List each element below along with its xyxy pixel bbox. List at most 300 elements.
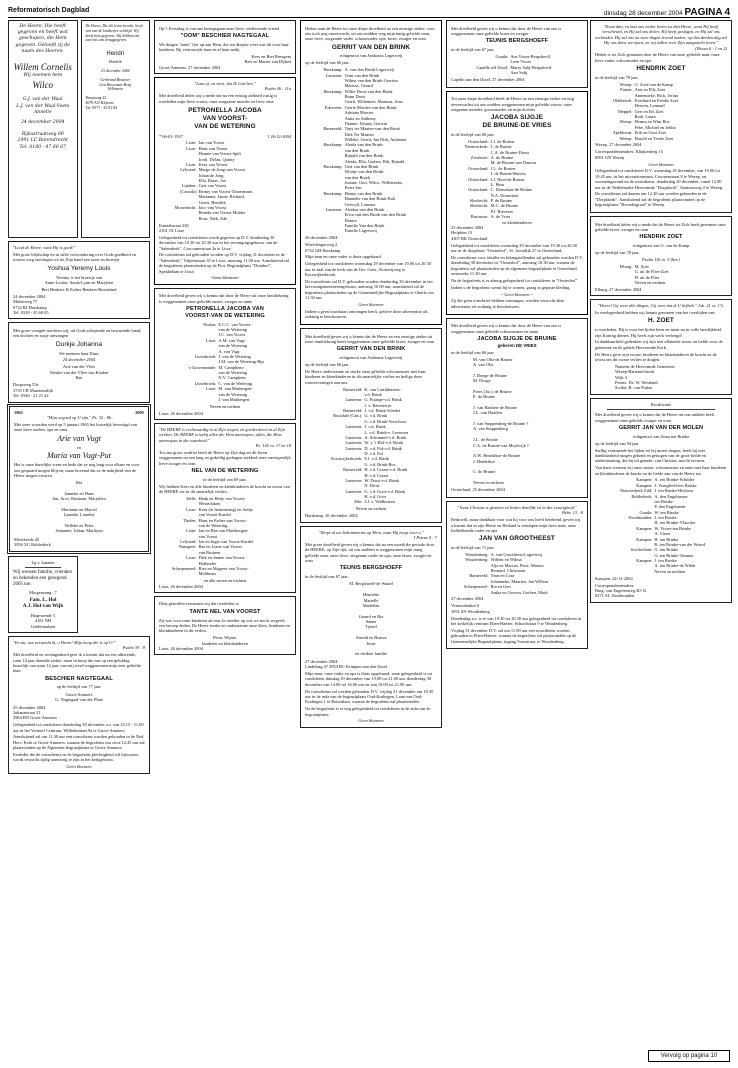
death-ad-nel [154,423,296,593]
family-place: Kampen: [636,482,653,488]
end-year: 2005 [135,409,144,415]
family-row [159,386,291,397]
family-place: Lunteren: [325,206,343,212]
age: in de leeftijd van 66 jaar. [451,132,495,138]
family-names: C. van de Wetering [218,380,253,386]
family-row [159,528,291,539]
ad-quote: "Komt dan, en laat ons weder keren tot den Heere, want Hij heeft verscheurd, en Hij zal ons helen; Hij heeft geslagen, en Hij zal ons verbinden. Hij zal ons na twee dagen levend maken; op den derden dag zal Hij ons doen verrijzen, en wij zullen voor Zijn aangezicht leven." [595,24,727,46]
family-place: Lunteren: [345,488,363,494]
family-names: E.C.C. van Voorst- van de Wetering [218,321,252,332]
page-label: PAGINA [684,7,723,18]
family-names: J. ten Brinke-Heybeur [654,488,694,494]
ad-text: Heden is tot Zich genomen door de Heere van onze geliefde man, onze lieve vader, schoonvader en opa [595,52,720,63]
family-row [451,187,583,198]
family-row [451,203,583,214]
ad-text: Indien u geen rouwkaart ontvangen heeft, gelieve deze advertentie als zodanig te beschouwen. [305,308,428,320]
family-place: Lunteren: [345,440,363,446]
family-names: Jan van Voorst [198,140,225,146]
family-names: J. ten Brinke A. ten Brinke-de Wilde [654,558,696,569]
ad-text: Eenieder die de rouwdienst en de begrafenis plechtigheid wil bijwonen, wordt verzocht tijdig aanwezig te zijn in het kerkgebouw. [13,752,139,763]
spouse-line: echtgenoot van G. van de Kamp [632,243,690,249]
ad-quote: "En nu, wat verwacht ik, o Heere! Mijn hoop die is op U!" [13,639,116,645]
deceased-name: JACOBA SIJGJE [490,114,544,122]
ad-heading: I.p.v. kaarten [31,559,55,565]
and-word: en [76,444,82,450]
place-date: Capelle aan den IJssel, 27 december 2004 [451,76,525,82]
quote-ref: Ps. 145 vs. 17 en 18 [255,443,291,449]
family-place: IJsselmuiden: [628,515,653,520]
family-row [305,456,437,467]
ad-text: De Heere ondersteune en sterke onze geliefde schoonzuster met haar kinderen en kleinkinderen in dit smartelijke verlies en heilige deze rouwervaringen aan ons. [305,368,426,385]
family-place: Lunteren: [345,434,363,440]
ad-text: Gelegenheid tot condoleren woensdag 29 december van 19.30 tot 20.30 uur in de dorpshuis "Oosterhof", St. Joostdijk 27 te Oosterland. [451,242,577,253]
family-names: W. ten Brinke [654,509,679,515]
family-names: Jaco van Voorst Brenda van Voorst-Mulder Boas, Niek, Ede [198,204,246,221]
family-place: Lelystad: [180,539,197,545]
place-date: Lisse, 26 december 2004 [159,410,203,416]
family-names: Gert van den Brink Woutje van den Brink- van den Broek Joanne, Gert, Wilco, Willemieke, Evert-Jan [344,163,403,191]
family-names: A.M. van Vugt- van de Wetering [218,337,247,349]
child-name: Hendri [106,51,125,58]
family-place: Tholen: [182,517,197,523]
birth-verse: De Heere, Die dit leven bracht, heeft ons van de kindertjes verblijd. Wij heeft hem gegeven, Wij hebben om aan ons ons teruggegeven. [85,24,143,43]
birth-date: 24 december 2004 [13,293,46,299]
family-names: J. van de Wetering J.M. van de Wetering-Rip [218,353,264,365]
ad-text: Met droefheid geven wij u kennis dat door de Heere van ons is weggenomen onze geliefde schoonzuster en tante [451,323,562,334]
family-place: Lisse: [186,506,197,512]
place-date: Oosterland, 25 december 2004 [451,487,505,492]
issue-date: dinsdag 28 december 2004 [603,10,683,17]
column-1 [8,20,150,777]
family-row [305,142,437,164]
no-flowers: ~ Geen bloemen ~ [500,291,534,297]
family-place: Lisse: [186,140,197,146]
family-names: J.J. v. Veldhuizen [364,499,395,505]
family-row [451,573,583,584]
family-names: P. den Engelsman [654,504,686,510]
family-row [159,167,291,183]
family-names: Jan en Bea van Marsbergen- van Voorst [198,528,249,539]
family-place: Barneveld: [323,126,343,132]
deceased-name: BESCHIER NAGTEGAAL [45,675,113,682]
death-ad-zoet-family [590,216,732,296]
address: Lindelaag 47 2953 BC Krimpen aan den IJssel [305,664,388,670]
family-place: Lisse: [186,145,197,151]
date: Wezep, 27 december 2004 [595,142,642,148]
no-flowers: Geen bloemen [358,718,384,724]
family-row [451,214,583,219]
family-place: Apeldoorn: [612,130,633,136]
no-flowers: -Geen bloemen- [210,275,240,281]
family-place: Harskamp: [323,163,343,169]
ad-text: Wij hebben Kees en alle kinderen en kleinkinderen de kracht en troost van de HEERE toe in dit smartelijk verlies. [159,483,290,495]
ad-text: Stellig vermaande het lijden tot hij moest dragen, heeft hij met dankbaarheid mogen gekend en getuigen van de grote liefde en ondersteuning, die hij uit genade, van Christus, mocht ervaren. [595,447,707,464]
ad-text: Tot ons groot verdriet heeft de Heere op Zijn dag uit dit leven weggenomen na een lang en geduldig gedragen ziekbed onze onvergetelijk lieve zwager en oom [159,450,291,466]
address: Correspondentieadres: Burg. van Engelenweg 40-12 8271 AL IJsselmuiden [595,582,647,599]
family-list [451,552,583,595]
divider [607,409,715,410]
death-ad-bergshoeff [300,526,442,728]
family-names: A. van Grootheest-Lagerweij [490,551,542,557]
family-names: Bas en Lonie van Voorst- van Bruinen [198,544,244,555]
family-names: M. Campbens- van de Wetering [218,364,247,375]
family-place: Tholen: [202,321,217,327]
masthead [8,6,730,18]
family-names: Aleida van den Brink- van den Brink Rijnald van den Brink Aleida, Ella, Gerben, Rik, Rijnald [344,142,405,164]
family-place: Nunspeet: [178,544,197,550]
family-row [595,494,727,505]
ad-text: Met droefheid delen wij u mede dat de Heere tot Zich heeft genomen onze geliefde broer, zwager en oom [595,221,726,232]
ad-text: Na de begrafenis is er nog gelegenheid tot condoleren in de aula van de begraafplaats. [305,706,431,717]
family-row [451,557,583,573]
family-place: Kampen: [636,525,653,531]
page-info [604,7,730,19]
family-names: W. Drost-v.d. Brink N. Drost [364,477,399,489]
family-names: Ria en Gert Anika en Gerwin, Gerben, Mark [490,584,548,595]
family-list [159,496,291,577]
family-names: A. ten Brinke-Schilder [654,477,695,483]
family: M. Bergshoeff-de Waard Henriëtte Martelle Madelein Gerard en Ria Sanne Tjeerd Arnold en Bianca Jesse en verdere familie [349,581,393,657]
family-row [595,119,727,130]
family-names: J. van Masbergen [218,396,250,402]
place-date: Elburg, 27 december 2004 [595,286,642,292]
family-name: A.J. Hol-van Wijk [22,603,64,610]
family-names: Gerrie Mortier-van den Brink Adriaan Morrier Anita en Anthony, Dianne, Johnny, Gerwin [344,104,397,126]
family-place: Woudenberg: [465,551,489,557]
column-3 [300,20,442,731]
no-flowers: Geen bloemen [358,301,384,307]
family-names: Teun van den Brink Wilma van den Brink-Gerritse Marissa, Gerard [344,72,398,89]
address: Moerkeeds 45 3956 XC Bolderkerk [14,536,51,548]
address: Rijksstraatweg 60 2991 LC Barendrecht Tel. 0180 - 47 60 67 [17,132,68,150]
deceased-name: HENDRIK ZOET [639,234,683,241]
ad-text: In verslagenheid hebben wij kennis genomen van het overlijden van [595,310,715,315]
spouse-line: echtgenoot van Anna ten Brinke [632,433,690,439]
family-names: J.L. de Bruine J. de Bruine-Buitvis [490,165,526,177]
family-names: A. Schimmel-v.d. Brink [364,434,407,440]
ad-text: In dankbaarheid gedenken wij zijn niet aflatende trouw en liefde voor de gemeente en de gehele Hervormde Kerk. [595,339,723,350]
family-place: Harskamp: [323,190,343,196]
address: Dorpsweg 55a 3735 CB Maartensdijk Tel. 0346 - 21 21 42 [13,382,54,399]
family-row [595,547,727,558]
ad-text: Zij die geen rouwbrief hebben ontvangen, worden verzocht deze advertentie als zodanig te beschouwen. [451,298,565,309]
address: Correspondentieadres: Klinkenberg 15 8091 GN Wezep [595,149,663,160]
ad-heading: Rectificatie [650,401,672,407]
family-place: (Cassola) [180,188,197,194]
date: 27 december 2004 [305,658,338,664]
ad-text: De rouwdienst zal daarna om 12.30 uur worden gehouden in de "Dorpskerk". Aansluitend zal de begrafenis plaatsvinden op de begraafplaats "Boverbegraaf" te Wezep. [595,191,707,208]
ad-text: Gelegenheid tot condoleren D.V. woensdag 29 december, van 19.00 tot 19.45 uur, in het uitvaartcentrum, Croonenstraat 8 te Wezep, en woensdagavond na de rouwdienst, donderdag 30 december, vanaf 12.00 uur in de Nederlandse Hervormde "Dorpskerk", Stationsweg 2 te Wezep. [595,168,724,190]
age: in de leeftijd van 67 jaar. [451,47,495,53]
death-ad-van-voorst-family [154,288,296,420]
family-names: D. v.d. Pol-v.d. Brink D. v.d. Pol [364,445,402,456]
spouse-line: echtgenoot van Anthonia Lagerweij [339,355,403,361]
family-names: F.J. v.d. Brink G. v.d. Brink-Bos [364,456,396,467]
deceased-name: HENDRIK ZOET [636,65,686,73]
family-list [305,387,437,505]
family-row [305,387,437,398]
wife-name: Maria van Vugt-Put [47,451,111,461]
family-names: G. v.d. Goor-v.d. Brink H. v.d. Goor [364,488,405,499]
place-date: Lisse, 26 december 2004 [159,583,203,589]
quote-ref: (Hosea 6 : 1 en 2) [695,45,727,51]
family-place: Barneveld: [343,386,363,392]
address: Vermeulenhof 6 3931 SN Woudenberg [451,603,490,614]
no-flowers: Geen bloemen [66,764,92,770]
family-row [159,397,291,402]
family-row [305,499,437,504]
ad-text: De rouwdienst zal D.V. gehouden worden donderdag 30 december in het hervormgemeenterengebouw, aanvang 10.00 uur, aansluitend zal de begrafenis plaatsvinden op de Gemeentelijke Begraafplaats te Otterlo om 11.30 uur. [305,278,434,301]
ad-quote: "Jezus Christus is gisteren en heden dezelfde en in der eeuwigheid." [457,504,577,510]
ad-text: Mijn man en onze vader is thuis opgebaard. [305,254,382,260]
family: Groot-Ammers G. Nagtegaal-van der Plaat [55,691,103,703]
family-row [305,478,437,489]
family-row [159,354,291,365]
birth-date: 24 december 2004 [62,357,96,363]
family-names: H. v.d. Craats-v.d. Brink H. v.d. Craats [364,467,408,478]
deceased-name: GERRIT VAN DEN BRINK [336,346,406,353]
ad-text: De rouwdienst voor familie en belangstellenden zal gehouden worden D.V. donderdag 30 december in "Oosterhof", aanvang 10.30 uur, waarna de begrafenis zal plaatsvinden op de algemene begraafplaats te Oosterland, omstreeks 11.30 uur. [451,254,583,276]
family-row [451,65,583,76]
ad-quote: "Mijn oog zal op U zijn." Ps. 32 : 8b [46,414,112,420]
family-names: J. de Bruine C.A. de Bruine-Doest [490,144,529,155]
family-names: Aart en Elly Zoet Annemieke, Rick, Jerina [634,87,678,98]
age: in de leeftijd van 71 jaar. [451,545,495,551]
ad-quote: "De HEERE is rechtvaardig in al Zijn wegen, en goedertieren in al Zijn werken. De HEERE is nabij allen die Hem aanroepen, allen, die Hem aanroepen in der waarheid." [159,427,285,443]
family-names: M. Zoet G. uit de Flier-Zoet H. uit de Flier Neven en nichten [634,263,669,285]
family-place: Bruinisse: [470,214,489,220]
family-names: Ries en Magreet van Voorst- Möhlman [198,565,249,577]
death-ad-van-den-brink-family [300,328,442,522]
family-row [305,467,437,478]
call-name: We noemen haar Dina. [58,350,100,356]
family-place: Delft: [186,496,197,502]
family-names: Emmy van Voorst-Tinnermans Marianne, Janne, Richard, Gerrit, Hendrik [198,188,253,205]
family-names: Aleidus van den Brink Erica van den Brink-van den Brink Danice Familie Van den Brink Familie Lagerweij [344,206,407,234]
family-place: Sliedrecht: [469,198,489,204]
family-place: Harskamp: [323,88,343,94]
deceased-name: TEUNIS BERGSHOEFF [485,38,549,45]
family-row [595,515,727,526]
death-ad-de-bruine [446,91,588,315]
ad-quote: "Looft de Heere, want Hij is goed!" [13,245,76,250]
family-place: Scherpenzeel: [463,584,489,590]
signatories: Fleur, Wijnie, kinderen en kleinkinderen [202,635,248,646]
deceased-name: TEUNIS BERGSHOEFF [339,565,403,572]
family-names: Ans Visser-Bergshoeff Leen Visser [510,53,551,65]
family-names: Jan en Ingie van Voorst-Kardol [198,539,254,545]
family-place: Rossdale (Can.): [333,413,363,419]
continue-on-page-link[interactable]: Vervolg op pagina 10 [648,1050,730,1062]
family-row [305,89,437,105]
family-place: Oosterland: [468,187,489,193]
grandchildren: en kleinkinderen [502,219,532,225]
deceased-name: GERRIT JAN VAN DER MOLEN [618,424,704,431]
divider [25,567,61,568]
family-names: Margo de Jong-van Voorst Johan de Jong Ella, Klaas, Joe [198,167,246,183]
family-place: Lisserbroek: [194,353,217,359]
family-row [305,413,437,424]
anniversary-ad [9,406,149,552]
ad-text: Met droefheid delen wij u mede dat na een ernstig ziekbed rustig is overleden mijn lieve vrouw, onze zorgzame moeder en lieve oma [159,93,278,104]
death-ad-nagtegaal [8,636,150,774]
family-names: J. Verngfield-ten Brinke [654,482,697,488]
family-names: J.C. van Voorst [218,332,246,338]
column-5 [590,20,732,606]
husband-name: Arie van Vugt [57,434,101,444]
death-ad-bergshoeff-family [446,20,588,88]
family-place: Harskamp: [323,67,343,73]
family-place: Oosterland: [468,138,489,144]
maiden-name: geboren DE VRIES [497,342,537,348]
deceased-name: GERRIT VAN DEN BRINK [331,43,411,51]
family-names: Marry Salij-Bergshoeff Aart Salij [510,64,552,76]
family-row [595,569,727,574]
family-place: Wezep: [619,119,633,125]
family-names: J. v.d. Brink L. v.d. Brink-v. Leeuwen [364,424,409,435]
quote-ref: Psalm 46 : 11a [264,86,291,92]
family-row [305,164,437,191]
family-row [159,146,291,162]
family-names: W. Visser-ten Brinke A. Visser [654,525,691,537]
ad-text: Met droefheid en verslagenheid geef ik u kennis dat na een afkerende, ruim 14 jaar durende ziekte, maar in hoop die een op een gelukkig huwelijk van ruim 14 jaar, van mij werd weggenomen mijn zeer geliefde man [13,652,141,674]
family-place: Moordrecht: [174,204,197,210]
ad-quote: "Laat af, en weet, dat Ik God ben." [194,81,256,87]
family-place: Kampen: [636,477,653,483]
family-list [595,477,727,574]
ad-text: Op 't Kerstdag is van ons heengegaan onze lieve, zeelievende vriend [159,25,280,31]
death-ad-oom-beschier [154,20,296,74]
family-names: Tony ter Maaten-van den Brink Dirk Ter Maaten Willeke, Gerrit, Jan Dirk, Anthonet [344,126,407,143]
family-place [159,397,218,402]
place-date: Lisse, 26 december 2004 [159,646,203,651]
start-year: 1965 [14,409,23,415]
family-place [595,569,654,574]
children-list: Ria Janneke en Hans Jan, Arco, Bastiaan, Marjolein Marianne en Marcel Laander, Lauréna Nelleke en Peter Annamie, Julian, Marilynn [52,480,106,534]
family-names: J.J. de Bruine [490,138,515,144]
deceased-name: NEL VAN DE WETERING [191,468,259,475]
family-place: Putten: [620,87,633,93]
family-place: Lisse: [205,337,217,343]
family-names: J. v.d. Brink-Schalet [364,408,401,413]
date: 25 december 2004 [451,224,484,230]
age: op de leeftijd van 94 jaar. [595,440,640,446]
parents: Bert Beukers & Esther Beukers-Bosendaal [41,286,117,292]
family-names: A. de Vries [490,214,511,220]
birth-ads-row [8,20,150,238]
parents: Arie van der Vlies Nienke van der Vlies-van Keulen Bas [49,364,109,381]
family-place: Lunteren: [325,72,343,78]
family-place: Lunteren: [345,477,363,483]
deceased-name: VAN VOORST- [202,114,248,122]
family-names: K. van Luttikhuizen- v.d. Brink [364,386,402,397]
ad-text: Met droefheid geven wij u kennis dat door de Heere uit onze familiekring is weggenomen onze geliefde zuster, zwager en tante [159,293,289,304]
family-row [159,518,291,529]
family-place: Ederveen: [324,104,343,110]
date: 27 december 2004 [451,596,484,602]
family-row [305,191,437,207]
child-name: Yoshua Yeremy Louis [47,264,111,272]
deceased-name: VAN DE WETERING [194,122,256,130]
ad-text: Met grote vreugde mochten wij, uit Gods schepende en bewarende hand, een dochter en zusje ontvangen [13,327,142,339]
ad-text: Het is onze hartelijke wens en bede dat ze nog lang voor elkaar en voor ons gespaard mogen blijven, maar bovenal dat ze de nabijheid van de Heere mogen ervaren. [14,462,140,479]
ad-text: Met droefheid geven wij u kennis dat de Heere na een ernstige ziekte uit onze familiekring heeft weggenomen onze geliefde broer, zwager en oom [305,333,435,344]
family-names: Hans en Esther van Voorst- van de Wetering [198,517,247,528]
family-place: Wezep: [619,135,633,141]
family-place: Lijnden: [181,183,197,189]
ad-text: De rouwdienst zal worden gehouden D.V. vrijdag 31 december om 10.30 uur in de aula van de begraafplaats Oud-Kralingen, Laan van Oud-Kralingen 1 te Rotterdam, waarna de begrafenis zal plaatsvinden. [305,688,434,705]
ad-text: Met droefheid geven wij u kennis dat de Heere uit ons midden heeft weggenomen onze geliefde zwager en oom [595,412,715,423]
ad-text: Mijn man, onze vader en opa is thuis opgebaard, waar gelegenheid is tot condoleren dinsdag 29 december van 19.00 tot 21.00 uur, donderdag 30 december van 14.00 tot 16.00 uur en van 19.00 tot 21.00 uur. [305,670,433,687]
death-ad-van-voorst [154,77,296,285]
death-ad-van-den-brink [300,20,442,325]
family-list [159,322,291,403]
family-place: Lunteren: [345,445,363,451]
family-place: 's-Gravenzande: [188,364,217,370]
family-names: Erik en Gera Zoet [634,130,667,136]
deceased-name: H. ZOET [648,317,674,325]
death-ad-van-der-molen [590,398,732,603]
ad-text: Gelegenheid tot condoleren woensdag 29 december van 19.00 tot 20.30 uur in zaal van de kerk van de Ger. Gem., Kosterijweg te Kootwijkerbroek. [305,261,431,278]
family-names: Kees (in herinnering) en Aaltje van Voorst-Kardol [198,506,253,518]
child-name: Durkje Johanna [55,340,103,348]
ad-text: Gelegenheid tot condoleren donderdag 30 december a.s. van 10.15 - 11.00 uur in het Vermeil Centrum, Wilhelminaei 8a te Groot-Ammers. [13,722,144,733]
family-names: G. ten Brinke G. ten Brinke-Timmer [654,547,694,558]
family-names: C. Donselaar-de Bruine N.A. Donselaar [490,187,533,198]
ad-text: Van harte wensen wij onze zuster, schoonzuster en tante met haar kinderen en kleinkinderen de kracht en de liefde aan van de Heere toe. [595,465,727,476]
birth-date: 23 december 2004 [100,69,130,74]
family-place: Oosterland: [468,165,489,171]
relatives: Neven en nichten [355,506,387,512]
family-row [305,73,437,89]
family-row [595,136,727,141]
ad-text: Donderdag a.s. is er van 19.30 tot 20.30 uur gelegenheid tot condoleren in het kerkelijk centrum Eben-Haëzer, Schoolstraat 9 te Woudenberg. [451,615,582,626]
place-date: Kampen: 24-12-2004 [595,575,633,581]
ad-text: Met grote droefheid geven wij u kennis dat na een moeilijke periode door de HEERE, op Zijn tijd, uit ons midden is weggenomen mijn innig geliefde man, onze lieve, zorgzame vader en opa, onze broer, zwager en oom [305,541,435,563]
age: op de leeftijd van 78 jaar. [595,250,640,255]
family-place: Ridderkerk: [631,493,653,499]
deceased-name: VOORST-VAN DE WETERING [185,312,265,319]
ad-text: Heden nam de Heere tot onze diepe droefheid na een ernstige ziekte, voor ons toch nog onverwacht, uit ons midden weg mijn innig geliefde man, onze lieve, zorgzame vader, schoonvader, opa, broer, zwager en oom [305,25,435,42]
family-place: Elburg: [619,263,633,269]
family-row [595,526,727,537]
quote-ref: Hebr. 13 : 8 [562,510,583,516]
ad-text: De rouwdienst zal gehouden worden op D.V. vrijdag 31 december in de "Salemkerk", Tulpenstraat 35 te Lisse, aanvang 11.00 uur. Aansluitend zal de begrafenis plaatsvinden op de Prot. Begraafplaats "Duinhof", Spekkelaan te Lisse. [159,252,290,274]
birth-date: * 06-01-1937 [159,133,183,139]
deceased-name: PETRONELLA JACOBA [188,107,262,115]
family-names: J. ten Brinke H. ten Brinke-Vlascher [654,515,696,526]
family-names: Willie Drost-van den Brink Bram Drost Gerrit, Willemien, Marinus, Arno [344,88,404,105]
date: 25 december 2004 [13,704,46,710]
family-names: G. Zoet-van de Kamp [634,81,673,87]
deceased-name: JAN VAN GROOTHEEST [479,535,555,543]
family-row [305,397,437,408]
family-names: Everhard en Femke Zoet Herwin, Lennard [634,97,679,109]
parents: G.J. van der Waal L.J. van der Waal-Voets Annelie [16,97,70,115]
ad-quote: "Werpt al uw bekommernis op Hem, want Hij zorgt voor u." [318,529,424,535]
family-names: Dirk en Jannie van Voorst- Hollander [198,555,246,566]
family-place: Lisse: [186,161,197,167]
age: in de leeftijd van 67 jaar. [305,574,349,580]
ad-text: Bedroefd, maar dankbaar voor wat hij voor ons heeft betekend, geven wij u kennis dat in zijn Heere en Heiland is ontslapen mijn lieve man, onze liefhebbende vader en opa [451,517,581,533]
family-row [451,177,583,188]
family-names: Harold en Yvette Zoet [634,135,674,141]
address: Dorpsweg 22 4079 AN Klijssen Tel. 0577 - 43 01 84 [85,96,117,110]
family-names: H. ten Brinke R. ten Brinke-van der Woerd [654,536,706,547]
age: op de leeftijd van 77 jaar. [56,684,102,690]
no-flowers: Geen bloemen [648,161,674,167]
family-row [159,189,291,205]
